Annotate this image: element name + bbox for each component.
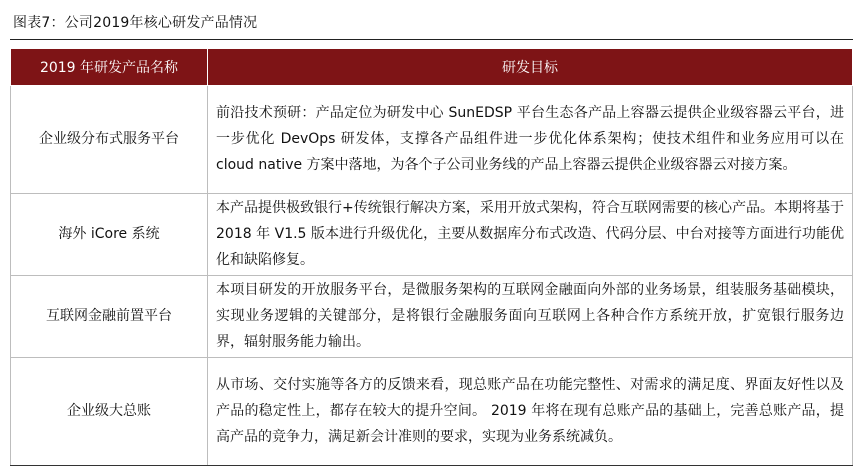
product-goal-cell: 前沿技术预研：产品定位为研发中心 SunEDSP 平台生态各产品上容器云提供企业级容器云平台，进一步优化 DevOps 研发体，支撑各产品组件进一步优化体系架构；使技术组件和业务应用可以在 cloud native 方案中落地，为各个子公司业务线的产品上容器云提供企业级容器云对接方案。 (208, 86, 853, 194)
figure-caption: 图表7：公司2019年核心研发产品情况 (13, 15, 258, 31)
header-rd-goal: 研发目标 (208, 49, 853, 86)
product-name-cell: 海外 iCore 系统 (11, 194, 208, 276)
rd-products-table (10, 48, 853, 466)
product-name-cell: 企业级大总账 (11, 358, 208, 466)
header-product-name: 2019 年研发产品名称 (11, 49, 208, 86)
product-name-cell: 企业级分布式服务平台 (11, 86, 208, 194)
table-row (11, 358, 853, 466)
table-header-row (11, 49, 853, 86)
table-row (11, 276, 853, 358)
product-goal-cell: 从市场、交付实施等各方的反馈来看，现总账产品在功能完整性、对需求的满足度、界面友好性以及产品的稳定性上，都存在较大的提升空间。 2019 年将在现有总账产品的基础上，完善总账产品，提高产品的竞争力，满足新会计准则的要求，实现为业务系统减负。 (208, 358, 853, 466)
caption-divider (10, 39, 853, 40)
product-name-cell: 互联网金融前置平台 (11, 276, 208, 358)
product-goal-cell: 本项目研发的开放服务平台，是微服务架构的互联网金融面向外部的业务场景，组装服务基础模块，实现业务逻辑的关键部分，是将银行金融服务面向互联网上各种合作方系统开放，扩宽银行服务边界，辐射服务能力输出。 (208, 276, 853, 358)
table-row (11, 194, 853, 276)
product-goal-cell: 本产品提供极致银行+传统银行解决方案，采用开放式架构，符合互联网需要的核心产品。本期将基于 2018 年 V1.5 版本进行升级优化，主要从数据库分布式改造、代码分层、中台对接等方面进行功能优化和缺陷修复。 (208, 194, 853, 276)
table-row (11, 86, 853, 194)
